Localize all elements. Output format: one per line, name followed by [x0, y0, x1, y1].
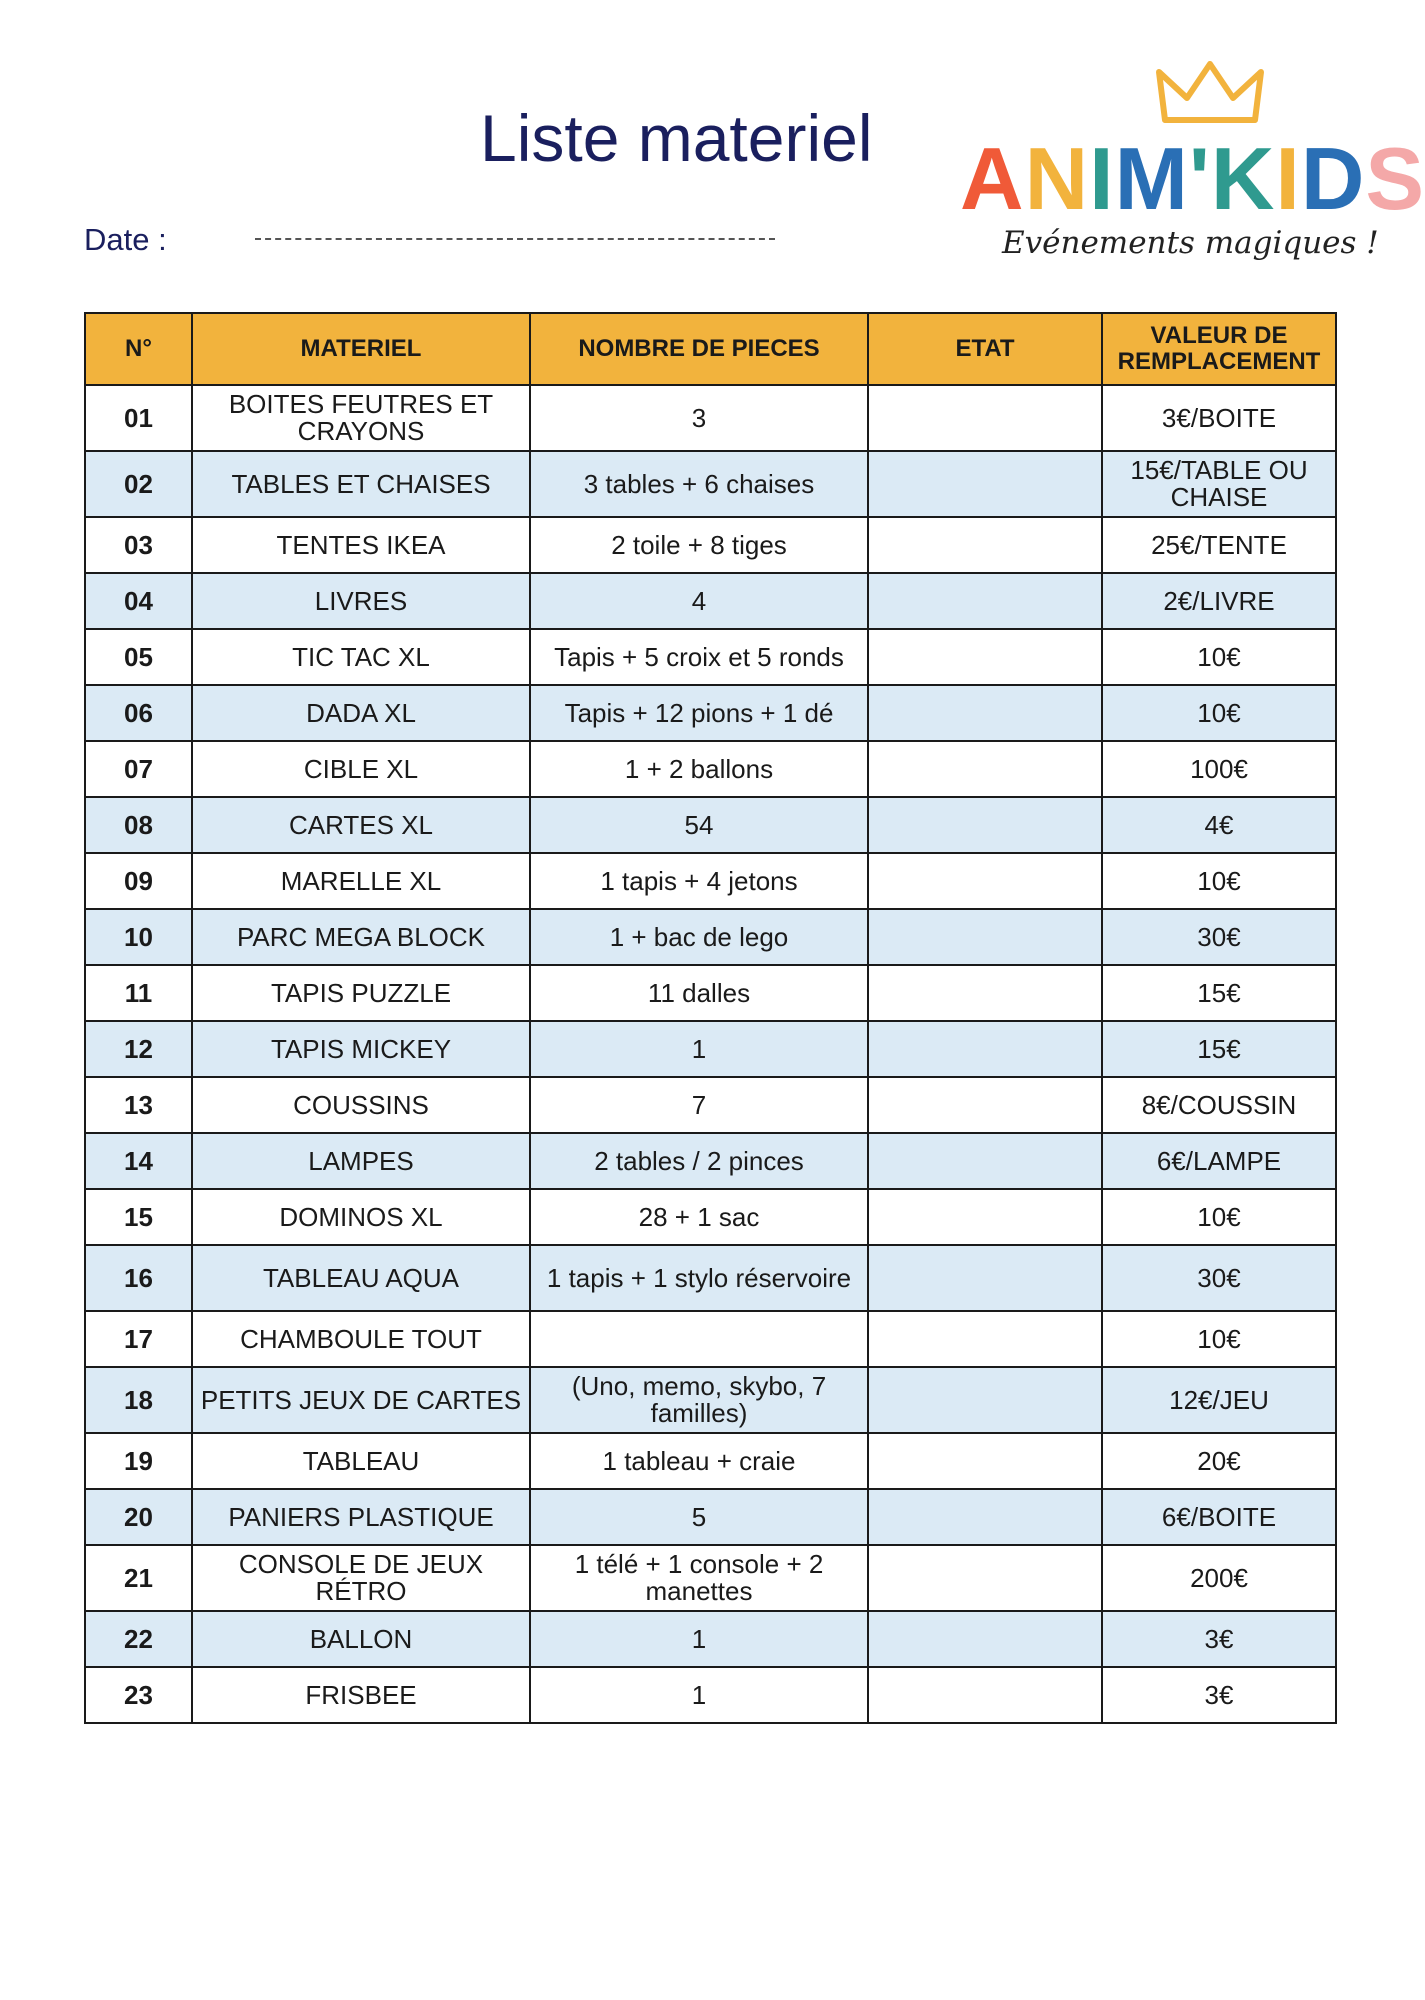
cell-nombre-pieces: 1 — [530, 1021, 868, 1077]
cell-valeur: 200€ — [1102, 1545, 1336, 1611]
cell-nombre-pieces: Tapis + 12 pions + 1 dé — [530, 685, 868, 741]
cell-valeur: 15€ — [1102, 965, 1336, 1021]
cell-materiel: TABLEAU — [192, 1433, 530, 1489]
cell-nombre-pieces: 1 + bac de lego — [530, 909, 868, 965]
logo-letter: K — [1210, 129, 1276, 228]
cell-materiel: COUSSINS — [192, 1077, 530, 1133]
table-row — [85, 517, 1336, 573]
cell-etat[interactable] — [868, 1367, 1102, 1433]
cell-valeur: 10€ — [1102, 853, 1336, 909]
cell-numero: 21 — [85, 1545, 192, 1611]
cell-valeur: 20€ — [1102, 1433, 1336, 1489]
logo-wordmark — [960, 128, 1425, 230]
cell-numero: 11 — [85, 965, 192, 1021]
cell-valeur: 10€ — [1102, 629, 1336, 685]
cell-etat[interactable] — [868, 741, 1102, 797]
crown-icon — [1155, 60, 1265, 130]
cell-materiel: CARTES XL — [192, 797, 530, 853]
table-row — [85, 1077, 1336, 1133]
cell-valeur: 3€ — [1102, 1611, 1336, 1667]
cell-nombre-pieces: 2 toile + 8 tiges — [530, 517, 868, 573]
cell-numero: 09 — [85, 853, 192, 909]
cell-materiel: PANIERS PLASTIQUE — [192, 1489, 530, 1545]
cell-numero: 08 — [85, 797, 192, 853]
cell-nombre-pieces: 1 — [530, 1667, 868, 1723]
cell-materiel: LAMPES — [192, 1133, 530, 1189]
logo-letter: D — [1300, 129, 1366, 228]
table-row — [85, 965, 1336, 1021]
cell-etat[interactable] — [868, 685, 1102, 741]
cell-materiel: BALLON — [192, 1611, 530, 1667]
logo-letter: ' — [1188, 129, 1211, 228]
cell-etat[interactable] — [868, 1311, 1102, 1367]
cell-materiel: TAPIS PUZZLE — [192, 965, 530, 1021]
header-nombre-pieces: NOMBRE DE PIECES — [530, 313, 868, 385]
animkids-logo — [960, 60, 1425, 280]
cell-nombre-pieces: Tapis + 5 croix et 5 ronds — [530, 629, 868, 685]
cell-materiel: TAPIS MICKEY — [192, 1021, 530, 1077]
cell-materiel: FRISBEE — [192, 1667, 530, 1723]
table-row — [85, 1667, 1336, 1723]
cell-nombre-pieces: 5 — [530, 1489, 868, 1545]
cell-numero: 10 — [85, 909, 192, 965]
cell-numero: 15 — [85, 1189, 192, 1245]
header-etat: ETAT — [868, 313, 1102, 385]
cell-etat[interactable] — [868, 451, 1102, 517]
cell-nombre-pieces: 2 tables / 2 pinces — [530, 1133, 868, 1189]
cell-valeur: 100€ — [1102, 741, 1336, 797]
cell-numero: 14 — [85, 1133, 192, 1189]
cell-valeur: 15€ — [1102, 1021, 1336, 1077]
page-title: Liste materiel — [480, 101, 873, 175]
cell-nombre-pieces: 7 — [530, 1077, 868, 1133]
cell-valeur: 3€/BOITE — [1102, 385, 1336, 451]
cell-materiel: DADA XL — [192, 685, 530, 741]
cell-nombre-pieces: 28 + 1 sac — [530, 1189, 868, 1245]
table-row — [85, 909, 1336, 965]
cell-nombre-pieces: (Uno, memo, skybo, 7 familles) — [530, 1367, 868, 1433]
logo-letter: A — [960, 129, 1025, 228]
cell-materiel: PETITS JEUX DE CARTES — [192, 1367, 530, 1433]
logo-letter: I — [1089, 129, 1115, 228]
cell-materiel: CIBLE XL — [192, 741, 530, 797]
cell-materiel: PARC MEGA BLOCK — [192, 909, 530, 965]
cell-nombre-pieces: 11 dalles — [530, 965, 868, 1021]
cell-numero: 05 — [85, 629, 192, 685]
cell-materiel: MARELLE XL — [192, 853, 530, 909]
date-label: Date : — [84, 222, 167, 257]
table-row — [85, 573, 1336, 629]
cell-materiel: CHAMBOULE TOUT — [192, 1311, 530, 1367]
cell-etat[interactable] — [868, 1489, 1102, 1545]
cell-etat[interactable] — [868, 1545, 1102, 1611]
cell-valeur: 10€ — [1102, 1311, 1336, 1367]
cell-nombre-pieces: 1 télé + 1 console + 2 manettes — [530, 1545, 868, 1611]
cell-materiel: TABLES ET CHAISES — [192, 451, 530, 517]
header-numero: N° — [85, 313, 192, 385]
table-row — [85, 1311, 1336, 1367]
cell-nombre-pieces: 4 — [530, 573, 868, 629]
table-row — [85, 451, 1336, 517]
header-materiel: MATERIEL — [192, 313, 530, 385]
table-row — [85, 685, 1336, 741]
cell-materiel: CONSOLE DE JEUX RÉTRO — [192, 1545, 530, 1611]
cell-etat[interactable] — [868, 1433, 1102, 1489]
cell-nombre-pieces: 1 + 2 ballons — [530, 741, 868, 797]
cell-valeur: 10€ — [1102, 685, 1336, 741]
cell-etat[interactable] — [868, 1133, 1102, 1189]
cell-materiel: TENTES IKEA — [192, 517, 530, 573]
table-row — [85, 741, 1336, 797]
table-row — [85, 1367, 1336, 1433]
cell-numero: 06 — [85, 685, 192, 741]
materiel-table — [84, 312, 1337, 1724]
table-row — [85, 1021, 1336, 1077]
table-row — [85, 1611, 1336, 1667]
cell-numero: 03 — [85, 517, 192, 573]
logo-letter: M — [1114, 129, 1189, 228]
cell-materiel: TIC TAC XL — [192, 629, 530, 685]
cell-nombre-pieces: 1 tapis + 4 jetons — [530, 853, 868, 909]
cell-nombre-pieces: 3 — [530, 385, 868, 451]
cell-valeur: 12€/JEU — [1102, 1367, 1336, 1433]
cell-numero: 13 — [85, 1077, 192, 1133]
table-row — [85, 1245, 1336, 1311]
cell-valeur: 8€/COUSSIN — [1102, 1077, 1336, 1133]
cell-etat[interactable] — [868, 1611, 1102, 1667]
cell-valeur: 30€ — [1102, 1245, 1336, 1311]
cell-etat[interactable] — [868, 965, 1102, 1021]
cell-numero: 18 — [85, 1367, 192, 1433]
cell-valeur: 15€/TABLE OU CHAISE — [1102, 451, 1336, 517]
table-row — [85, 1133, 1336, 1189]
cell-numero: 12 — [85, 1021, 192, 1077]
cell-nombre-pieces: 3 tables + 6 chaises — [530, 451, 868, 517]
cell-materiel: TABLEAU AQUA — [192, 1245, 530, 1311]
table-row — [85, 1433, 1336, 1489]
cell-etat[interactable] — [868, 1667, 1102, 1723]
date-line — [255, 238, 775, 240]
cell-valeur: 10€ — [1102, 1189, 1336, 1245]
header-valeur-remplacement: VALEUR DE REMPLACEMENT — [1102, 313, 1336, 385]
cell-etat[interactable] — [868, 1245, 1102, 1311]
cell-materiel: LIVRES — [192, 573, 530, 629]
logo-letter: I — [1275, 129, 1301, 228]
logo-letter: N — [1024, 129, 1090, 228]
cell-materiel: DOMINOS XL — [192, 1189, 530, 1245]
table-header-row — [85, 313, 1336, 385]
cell-numero: 07 — [85, 741, 192, 797]
cell-valeur: 3€ — [1102, 1667, 1336, 1723]
cell-valeur: 30€ — [1102, 909, 1336, 965]
cell-etat[interactable] — [868, 797, 1102, 853]
cell-numero: 16 — [85, 1245, 192, 1311]
cell-numero: 19 — [85, 1433, 192, 1489]
cell-numero: 04 — [85, 573, 192, 629]
logo-letter: S — [1365, 129, 1425, 228]
cell-numero: 02 — [85, 451, 192, 517]
cell-numero: 01 — [85, 385, 192, 451]
table-row — [85, 629, 1336, 685]
table-row — [85, 853, 1336, 909]
cell-nombre-pieces: 1 tableau + craie — [530, 1433, 868, 1489]
cell-nombre-pieces — [530, 1311, 868, 1367]
cell-nombre-pieces: 1 tapis + 1 stylo réservoire — [530, 1245, 868, 1311]
cell-etat[interactable] — [868, 909, 1102, 965]
cell-valeur: 6€/LAMPE — [1102, 1133, 1336, 1189]
cell-valeur: 4€ — [1102, 797, 1336, 853]
table-row — [85, 1489, 1336, 1545]
cell-etat[interactable] — [868, 1189, 1102, 1245]
table-row — [85, 385, 1336, 451]
cell-etat[interactable] — [868, 1077, 1102, 1133]
cell-numero: 20 — [85, 1489, 192, 1545]
cell-etat[interactable] — [868, 385, 1102, 451]
cell-numero: 17 — [85, 1311, 192, 1367]
table-row — [85, 1545, 1336, 1611]
cell-etat[interactable] — [868, 573, 1102, 629]
cell-valeur: 6€/BOITE — [1102, 1489, 1336, 1545]
cell-valeur: 25€/TENTE — [1102, 517, 1336, 573]
logo-tagline: Evénements magiques ! — [1002, 225, 1379, 261]
cell-etat[interactable] — [868, 517, 1102, 573]
cell-etat[interactable] — [868, 629, 1102, 685]
cell-materiel: BOITES FEUTRES ET CRAYONS — [192, 385, 530, 451]
cell-numero: 22 — [85, 1611, 192, 1667]
cell-nombre-pieces: 54 — [530, 797, 868, 853]
cell-valeur: 2€/LIVRE — [1102, 573, 1336, 629]
cell-numero: 23 — [85, 1667, 192, 1723]
table-row — [85, 797, 1336, 853]
table-row — [85, 1189, 1336, 1245]
cell-etat[interactable] — [868, 1021, 1102, 1077]
cell-nombre-pieces: 1 — [530, 1611, 868, 1667]
cell-etat[interactable] — [868, 853, 1102, 909]
